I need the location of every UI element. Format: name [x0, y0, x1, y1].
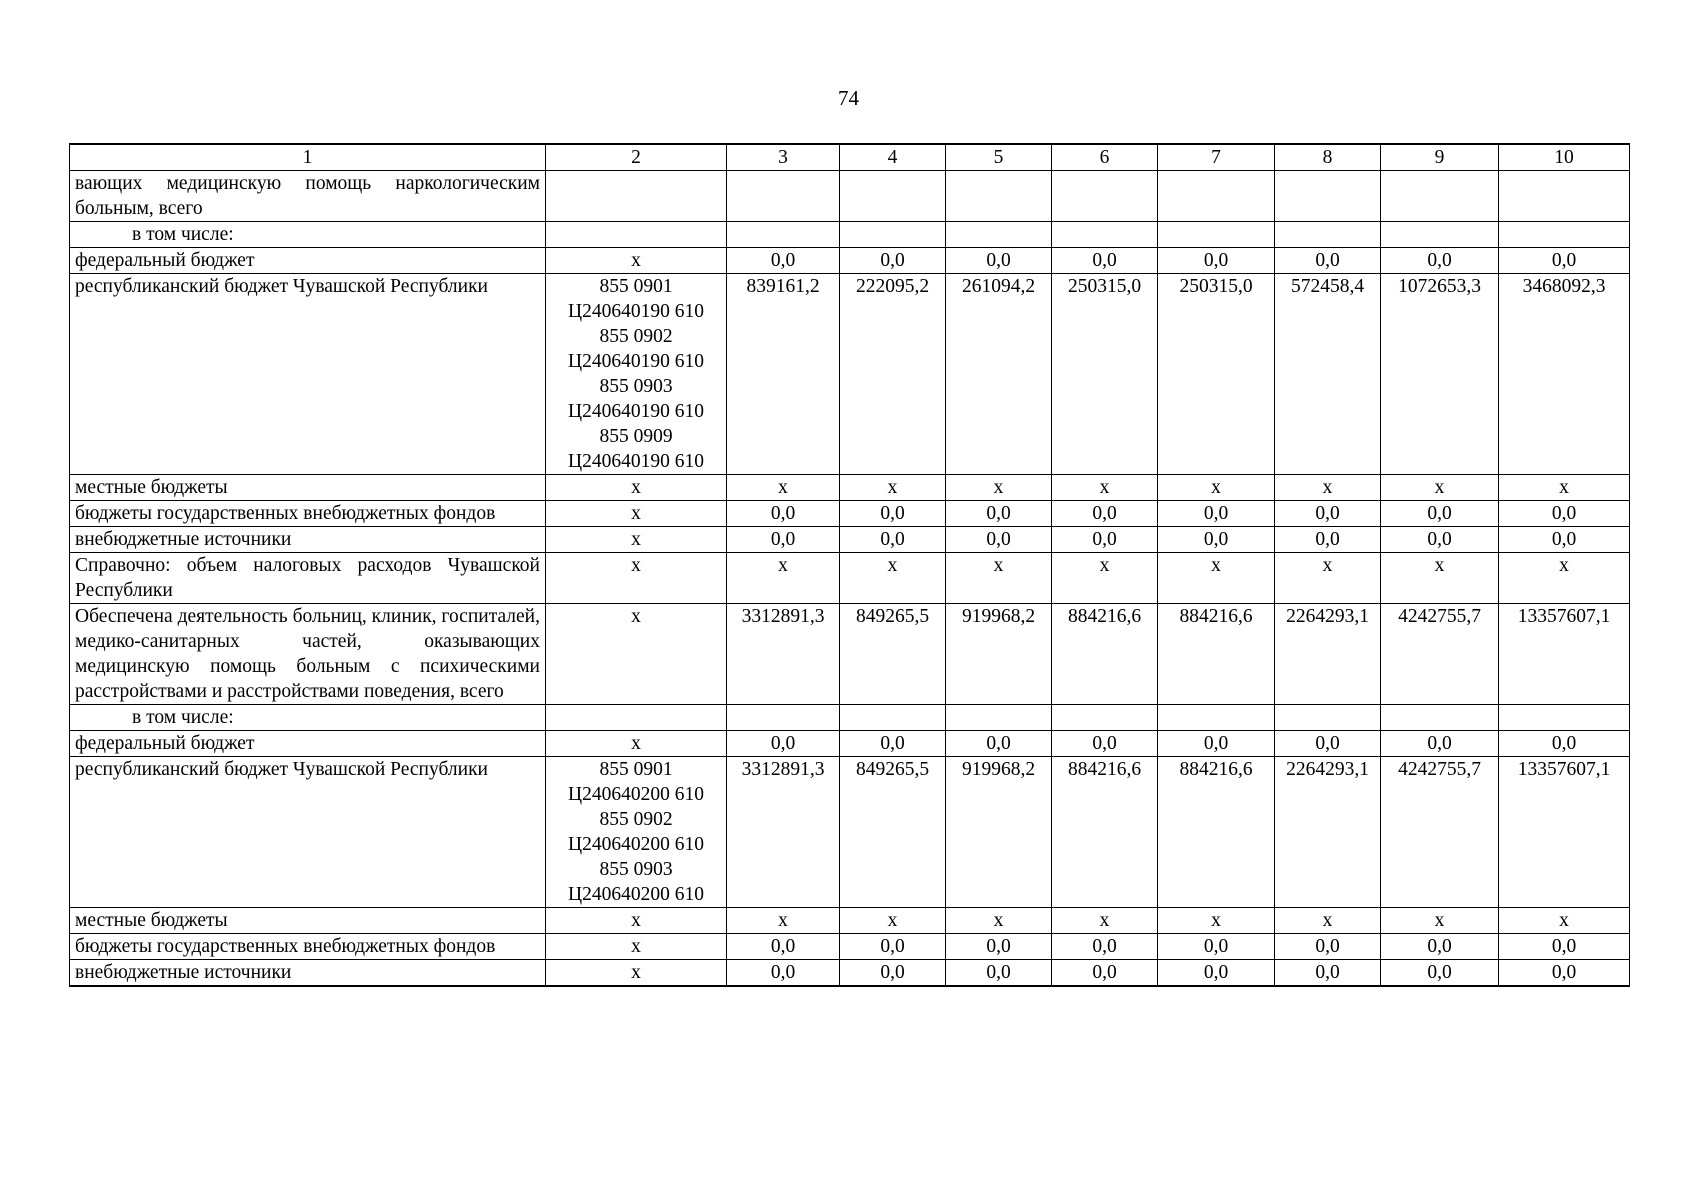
- table-row: [70, 553, 1630, 604]
- budget-code: х: [631, 962, 641, 983]
- budget-code: х: [631, 733, 641, 754]
- budget-code: х: [631, 555, 641, 576]
- table-body: [70, 171, 1630, 987]
- header-cell: 2: [546, 144, 727, 171]
- value-cell: х: [1381, 553, 1499, 604]
- budget-code: 855 0903: [599, 376, 673, 397]
- header-row: [70, 144, 1630, 171]
- header-cell: 4: [840, 144, 946, 171]
- value-cell: х: [1499, 475, 1630, 501]
- table-row: [70, 274, 1630, 475]
- value-cell: 0,0: [727, 731, 840, 757]
- value-cell: [1158, 222, 1275, 248]
- table-row: [70, 171, 1630, 222]
- value-cell: 0,0: [1275, 248, 1381, 274]
- budget-code: х: [631, 936, 641, 957]
- row-label: бюджеты государственных внебюджетных фондов: [70, 934, 546, 960]
- value-cell: 919968,2: [946, 757, 1052, 908]
- value-cell: 884216,6: [1158, 757, 1275, 908]
- budget-code-cell: [546, 960, 727, 987]
- value-cell: 919968,2: [946, 604, 1052, 705]
- budget-code: х: [631, 606, 641, 627]
- value-cell: 0,0: [946, 248, 1052, 274]
- value-cell: х: [840, 553, 946, 604]
- value-cell: [840, 171, 946, 222]
- value-cell: х: [1275, 553, 1381, 604]
- value-cell: 0,0: [1052, 731, 1158, 757]
- value-cell: 0,0: [840, 501, 946, 527]
- value-cell: х: [1499, 908, 1630, 934]
- table-row: [70, 757, 1630, 908]
- value-cell: х: [946, 908, 1052, 934]
- value-cell: 0,0: [840, 248, 946, 274]
- value-cell: [727, 705, 840, 731]
- value-cell: [1381, 171, 1499, 222]
- row-label: федеральный бюджет: [70, 731, 546, 757]
- value-cell: 1072653,3: [1381, 274, 1499, 475]
- value-cell: 0,0: [1381, 248, 1499, 274]
- budget-code-cell: [546, 604, 727, 705]
- value-cell: 0,0: [1381, 501, 1499, 527]
- budget-code: Ц240640200 610: [568, 884, 704, 905]
- budget-code-cell: [546, 171, 727, 222]
- value-cell: 0,0: [1052, 960, 1158, 987]
- table-row: [70, 960, 1630, 987]
- table-row: [70, 908, 1630, 934]
- value-cell: х: [1381, 475, 1499, 501]
- budget-code-cell: [546, 475, 727, 501]
- budget-code: 855 0901: [599, 276, 673, 297]
- value-cell: 0,0: [1275, 960, 1381, 987]
- value-cell: х: [1158, 475, 1275, 501]
- value-cell: 4242755,7: [1381, 757, 1499, 908]
- value-cell: х: [946, 475, 1052, 501]
- row-label: в том числе:: [70, 222, 546, 248]
- value-cell: 839161,2: [727, 274, 840, 475]
- value-cell: [1052, 705, 1158, 731]
- value-cell: х: [1158, 553, 1275, 604]
- value-cell: 222095,2: [840, 274, 946, 475]
- value-cell: 0,0: [1158, 501, 1275, 527]
- value-cell: х: [727, 475, 840, 501]
- value-cell: 2264293,1: [1275, 757, 1381, 908]
- value-cell: 0,0: [1381, 934, 1499, 960]
- header-cell: 9: [1381, 144, 1499, 171]
- value-cell: 0,0: [840, 960, 946, 987]
- value-cell: 0,0: [1499, 248, 1630, 274]
- budget-code: х: [631, 250, 641, 271]
- value-cell: 13357607,1: [1499, 604, 1630, 705]
- value-cell: [840, 222, 946, 248]
- row-label: бюджеты государственных внебюджетных фондов: [70, 501, 546, 527]
- value-cell: [946, 705, 1052, 731]
- value-cell: 0,0: [1052, 501, 1158, 527]
- value-cell: [946, 171, 1052, 222]
- value-cell: 4242755,7: [1381, 604, 1499, 705]
- value-cell: [840, 705, 946, 731]
- budget-code: х: [631, 477, 641, 498]
- row-label: местные бюджеты: [70, 908, 546, 934]
- value-cell: [1499, 222, 1630, 248]
- row-label: республиканский бюджет Чувашской Республики: [70, 757, 546, 908]
- value-cell: 0,0: [727, 527, 840, 553]
- value-cell: 0,0: [840, 731, 946, 757]
- budget-code-cell: [546, 731, 727, 757]
- header-cell: 8: [1275, 144, 1381, 171]
- value-cell: х: [727, 908, 840, 934]
- value-cell: х: [1052, 553, 1158, 604]
- budget-code-cell: [546, 501, 727, 527]
- table-row: [70, 501, 1630, 527]
- value-cell: 0,0: [1052, 248, 1158, 274]
- value-cell: [1381, 222, 1499, 248]
- value-cell: 0,0: [1499, 527, 1630, 553]
- budget-code: Ц240640190 610: [568, 351, 704, 372]
- header-cell: 3: [727, 144, 840, 171]
- value-cell: 3312891,3: [727, 604, 840, 705]
- budget-code: 855 0903: [599, 859, 673, 880]
- budget-code: Ц240640190 610: [568, 401, 704, 422]
- value-cell: [1381, 705, 1499, 731]
- value-cell: [727, 171, 840, 222]
- budget-code: Ц240640200 610: [568, 784, 704, 805]
- budget-code: 855 0909: [599, 426, 673, 447]
- value-cell: 0,0: [1158, 248, 1275, 274]
- value-cell: х: [1158, 908, 1275, 934]
- value-cell: 0,0: [1381, 731, 1499, 757]
- value-cell: 0,0: [727, 248, 840, 274]
- value-cell: [1158, 705, 1275, 731]
- value-cell: 0,0: [727, 934, 840, 960]
- row-label: вающих медицинскую помощь наркологическим больным, всего: [70, 171, 546, 222]
- value-cell: 0,0: [1158, 934, 1275, 960]
- table-row: [70, 527, 1630, 553]
- budget-code-cell: [546, 248, 727, 274]
- value-cell: х: [1052, 908, 1158, 934]
- value-cell: 0,0: [1158, 960, 1275, 987]
- budget-code: Ц240640190 610: [568, 301, 704, 322]
- value-cell: [1499, 705, 1630, 731]
- budget-code: Ц240640190 610: [568, 451, 704, 472]
- value-cell: 849265,5: [840, 604, 946, 705]
- value-cell: 572458,4: [1275, 274, 1381, 475]
- value-cell: [1499, 171, 1630, 222]
- row-label: местные бюджеты: [70, 475, 546, 501]
- value-cell: 0,0: [1052, 527, 1158, 553]
- budget-code: 855 0902: [599, 809, 673, 830]
- value-cell: х: [727, 553, 840, 604]
- budget-code-cell: [546, 222, 727, 248]
- value-cell: [1052, 222, 1158, 248]
- value-cell: 0,0: [1499, 960, 1630, 987]
- value-cell: х: [1275, 475, 1381, 501]
- value-cell: [1052, 171, 1158, 222]
- table-row: [70, 705, 1630, 731]
- value-cell: 0,0: [1381, 960, 1499, 987]
- value-cell: 13357607,1: [1499, 757, 1630, 908]
- value-cell: 3312891,3: [727, 757, 840, 908]
- value-cell: 0,0: [946, 731, 1052, 757]
- budget-code-cell: [546, 757, 727, 908]
- budget-code-cell: [546, 274, 727, 475]
- row-label: внебюджетные источники: [70, 960, 546, 987]
- value-cell: 0,0: [1275, 527, 1381, 553]
- value-cell: 0,0: [1499, 934, 1630, 960]
- value-cell: 0,0: [1499, 731, 1630, 757]
- value-cell: х: [1381, 908, 1499, 934]
- table-row: [70, 222, 1630, 248]
- value-cell: 0,0: [946, 527, 1052, 553]
- row-label: федеральный бюджет: [70, 248, 546, 274]
- table-row: [70, 604, 1630, 705]
- value-cell: 3468092,3: [1499, 274, 1630, 475]
- value-cell: 0,0: [946, 934, 1052, 960]
- value-cell: 0,0: [1275, 731, 1381, 757]
- value-cell: 261094,2: [946, 274, 1052, 475]
- budget-code: Ц240640200 610: [568, 834, 704, 855]
- value-cell: 849265,5: [840, 757, 946, 908]
- budget-code-cell: [546, 908, 727, 934]
- value-cell: х: [840, 475, 946, 501]
- header-cell: 6: [1052, 144, 1158, 171]
- value-cell: [1275, 171, 1381, 222]
- value-cell: 0,0: [840, 934, 946, 960]
- row-label: Обеспечена деятельность больниц, клиник, госпиталей, медико-санитарных частей, оказывающих медицинскую помощь больным с психическими расстройствами и расстройствами поведения, всего: [70, 604, 546, 705]
- table-row: [70, 248, 1630, 274]
- value-cell: 0,0: [1275, 934, 1381, 960]
- budget-code-cell: [546, 705, 727, 731]
- budget-code: 855 0901: [599, 759, 673, 780]
- budget-code: 855 0902: [599, 326, 673, 347]
- table-row: [70, 934, 1630, 960]
- value-cell: 0,0: [1158, 731, 1275, 757]
- row-label: внебюджетные источники: [70, 527, 546, 553]
- value-cell: 0,0: [1158, 527, 1275, 553]
- value-cell: 0,0: [727, 960, 840, 987]
- value-cell: х: [946, 553, 1052, 604]
- value-cell: [1275, 705, 1381, 731]
- budget-code-cell: [546, 527, 727, 553]
- row-label: в том числе:: [70, 705, 546, 731]
- budget-code-cell: [546, 934, 727, 960]
- value-cell: 0,0: [946, 501, 1052, 527]
- row-label: республиканский бюджет Чувашской Республики: [70, 274, 546, 475]
- value-cell: х: [840, 908, 946, 934]
- value-cell: [946, 222, 1052, 248]
- value-cell: 884216,6: [1052, 757, 1158, 908]
- table-row: [70, 475, 1630, 501]
- value-cell: х: [1499, 553, 1630, 604]
- header-cell: 5: [946, 144, 1052, 171]
- header-cell: 10: [1499, 144, 1630, 171]
- value-cell: х: [1275, 908, 1381, 934]
- budget-code: х: [631, 529, 641, 550]
- value-cell: [1158, 171, 1275, 222]
- value-cell: 0,0: [1499, 501, 1630, 527]
- value-cell: 884216,6: [1158, 604, 1275, 705]
- value-cell: [727, 222, 840, 248]
- header-cell: 1: [70, 144, 546, 171]
- row-label: Справочно: объем налоговых расходов Чувашской Республики: [70, 553, 546, 604]
- value-cell: 0,0: [1275, 501, 1381, 527]
- value-cell: 2264293,1: [1275, 604, 1381, 705]
- value-cell: 0,0: [946, 960, 1052, 987]
- budget-code-cell: [546, 553, 727, 604]
- budget-code: х: [631, 503, 641, 524]
- value-cell: 0,0: [840, 527, 946, 553]
- value-cell: х: [1052, 475, 1158, 501]
- value-cell: 0,0: [1381, 527, 1499, 553]
- value-cell: 0,0: [727, 501, 840, 527]
- table-row: [70, 731, 1630, 757]
- value-cell: 884216,6: [1052, 604, 1158, 705]
- value-cell: 250315,0: [1158, 274, 1275, 475]
- page-number: 74: [838, 86, 859, 110]
- value-cell: [1275, 222, 1381, 248]
- value-cell: 0,0: [1052, 934, 1158, 960]
- value-cell: 250315,0: [1052, 274, 1158, 475]
- budget-code: х: [631, 910, 641, 931]
- budget-table: [69, 143, 1630, 987]
- header-cell: 7: [1158, 144, 1275, 171]
